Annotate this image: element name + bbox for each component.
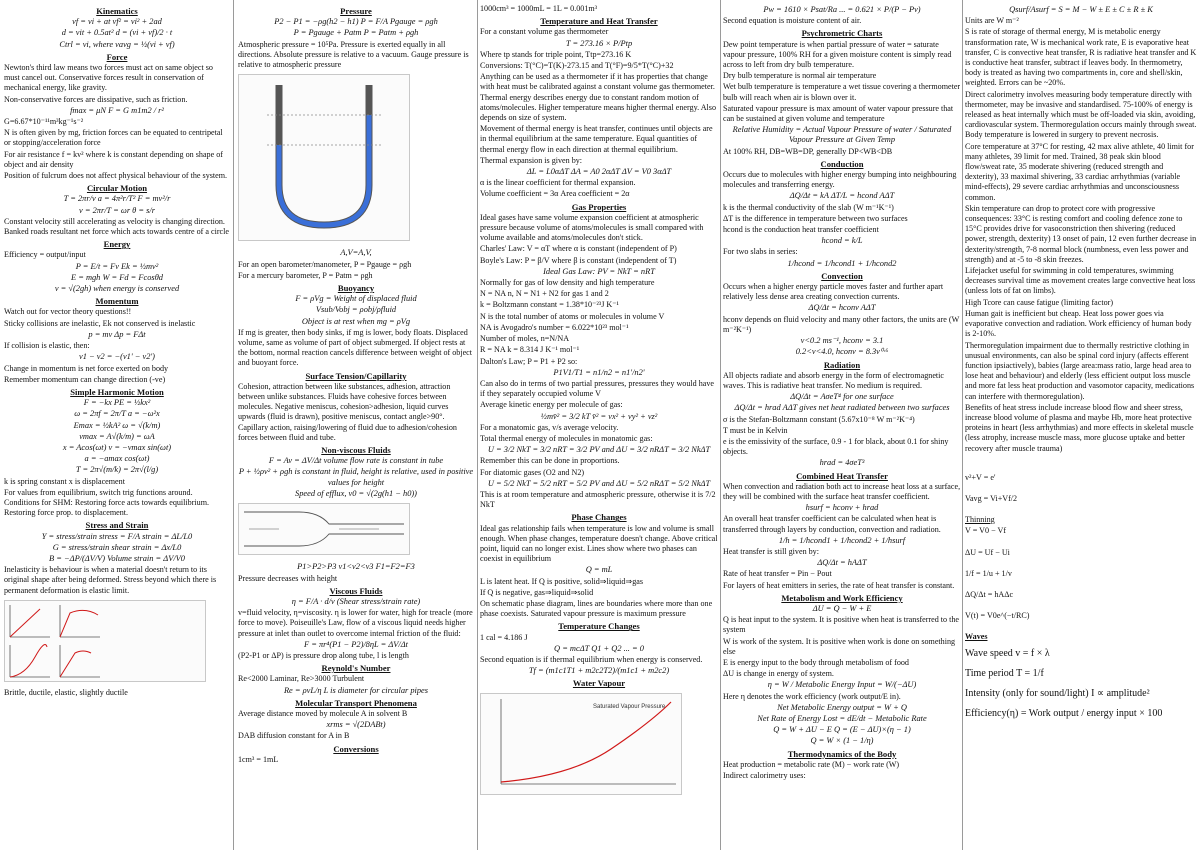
section-temperature-heat-transfer: Temperature and Heat Transfer <box>540 16 658 27</box>
paragraph: For two slabs in series: <box>723 247 798 257</box>
section-shm: Simple Harmonic Motion <box>70 386 164 397</box>
paragraph: Number of moles, n=N/NA <box>480 334 570 344</box>
paragraph: Newton's third law means two forces must act on same object so must cancel out. Conservative forces result in conservation of mechanical energy, like gravity. <box>4 63 213 93</box>
equation: ΔQ/Δt = kA ΔT/L = hcond AΔT <box>789 191 895 201</box>
graph-brittle <box>10 605 50 637</box>
equation: Ctrl = vi, where vavg = ½(vi + vf) <box>59 39 175 49</box>
equation: Q = mL <box>585 565 613 575</box>
equation: vmax = A√(k/m) = ωA <box>79 431 155 441</box>
equation: vf = vi + at vf² = vi² + 2ad <box>72 17 162 27</box>
equation: ΔQ/Δt = hAΔT <box>817 558 867 568</box>
equation: F = ρVg = Weight of displaced fluid <box>295 294 417 304</box>
section-non-viscous-fluids: Non-viscous Fluids <box>321 445 391 456</box>
section-molecular-transport: Molecular Transport Phenomena <box>295 697 417 708</box>
equation: v1 − v2 = −(v1' − v2') <box>79 352 155 362</box>
paragraph: Occurs due to molecules with higher energy bumping into neighbouring molecules and transferring energy. <box>723 170 957 190</box>
paragraph: Thermal expansion is given by: <box>480 155 583 165</box>
equation: ½mv̄² = 3/2 kT v̄² = vx² + vy² + vz² <box>540 411 658 421</box>
equation: P1V1/T1 = n1/n2 = n1'/n2' <box>553 367 645 377</box>
equation: V = V0 − Vf <box>965 526 1007 536</box>
graph-elastic <box>10 644 50 676</box>
section-phase-changes: Phase Changes <box>571 512 627 523</box>
equation: V(t) = V0e^(−t/RC) <box>965 611 1030 621</box>
equation: Intensity (only for sound/light) I ∝ amplitude² <box>965 687 1150 699</box>
equation: Efficiency(η) = Work output / energy input × 100 <box>965 708 1163 720</box>
section-energy: Energy <box>103 239 131 250</box>
equation: Re = ρvL/η L is diameter for circular pipes <box>283 685 429 695</box>
paragraph: 1 cal = 4.186 J <box>480 632 528 642</box>
equation: P = E/t = Fv Ek = ½mv² <box>75 261 159 271</box>
paragraph: α is the linear coefficient for thermal expansion. <box>480 178 636 188</box>
equation: 1/h = 1/hcond1 + 1/hcond2 + 1/hsurf <box>778 535 906 545</box>
paragraph: Remember this can be done in proportions. <box>480 456 620 466</box>
paragraph: Indirect calorimetry uses: <box>723 771 806 781</box>
paragraph: Second equation is moisture content of air. <box>723 16 862 26</box>
equation: 0.2<v<4.0, hconv = 8.3v⁰·⁶ <box>795 347 889 357</box>
conversion-line: 1000cm³ = 1000mL = 1L = 0.001m³ <box>480 4 598 13</box>
equation: η = F/A · d/v (Shear stress/strain rate) <box>291 596 421 606</box>
paragraph: For layers of heat emitters in series, the rate of heat transfer is constant. <box>723 580 955 590</box>
equation: F = Av = ΔV/Δt volume flow rate is constant in tube <box>268 456 444 466</box>
equation: 1/f = 1/u + 1/v <box>965 568 1012 578</box>
section-gas-properties: Gas Properties <box>571 201 627 212</box>
paragraph: At 100% RH, DB=WB=DP, generally DP<WB<DB <box>723 146 893 156</box>
column-divider <box>477 0 478 850</box>
paragraph: Dew point temperature is when partial pressure of water = saturate vapour pressure, 100% RH for a given moisture content is simply read across to left from dry bulb temperature. <box>723 39 952 70</box>
equation: a = −amax cos(ωt) <box>84 454 150 464</box>
paragraph: Conversions: T(°C)=T(K)-273.15 and T(°F)=9/5*T(°C)+32 <box>480 61 674 71</box>
equation: Q = W × (1 − 1/η) <box>810 736 874 746</box>
graph-slightly-ductile <box>60 645 100 677</box>
paragraph: High Tcore can cause fatigue (limiting factor) <box>965 297 1114 307</box>
graph-ductile <box>60 605 100 637</box>
paragraph: R = NA k = 8.314 J K⁻¹ mol⁻¹ <box>480 345 580 355</box>
equation: ΔU = Uf − Ui <box>965 547 1010 557</box>
equation: ΔQ/Δt = hrad AΔT gives net heat radiated between two surfaces <box>734 403 950 413</box>
paragraph: Charles' Law: V = αT where α is constant (independent of P) <box>480 244 677 254</box>
equation: ΔU = Q − W + E <box>812 603 872 613</box>
paragraph: Average distance moved by molecule A in solvent B <box>238 708 408 718</box>
paragraph: For a mercury barometer, P = Patm = ρgh <box>238 270 373 280</box>
paragraph: All objects radiate and absorb energy in the form of electromagnetic waves. This is radiative heat transfer. No medium is required. <box>723 370 944 390</box>
equation: Vsub/Vobj = ρobj/ρfluid <box>315 305 397 315</box>
paragraph: Dry bulb temperature is normal air temperature <box>723 71 877 81</box>
equation: F = −kx PE = ½kx² <box>83 398 151 408</box>
paragraph: k = Boltzmann constant = 1.38*10⁻²³J K⁻¹ <box>480 300 619 310</box>
spacer <box>965 505 1197 515</box>
section-reynolds-number: Reynold's Number <box>321 663 391 674</box>
section-buoyancy: Buoyancy <box>337 283 375 294</box>
equation: Speed of efflux, v0 = √(2g(h1 − h0)) <box>295 488 417 498</box>
paragraph: Re<2000 Laminar, Re>3000 Turbulent <box>238 674 365 684</box>
section-conversions: Conversions <box>333 743 379 754</box>
paragraph: Thermoregulation impairment due to thermally restrictive clothing in unusual environments, can also be spinal cord injury (affects efferent function ipsiactively), babies (large area:mass ratio, large head area to lose heat and behaviour) and elderly (less efficient output loss muscle and more fat less heat production and vasomotor capacity, medications can interfere with thermoregulation). <box>965 340 1195 401</box>
paragraph: Dalton's Law; P = P1 + P2 so: <box>480 356 578 366</box>
column-5 <box>965 4 1197 846</box>
column-2 <box>238 4 474 846</box>
paragraph: If Q is negative, gas⇒liquid⇒solid <box>480 587 594 597</box>
paragraph: Watch out for vector theory questions!! <box>4 307 132 317</box>
spacer <box>965 559 1197 569</box>
spacer <box>965 455 1197 473</box>
equation: Emax = ½kA² ω = √(k/m) <box>73 420 161 430</box>
equation: P2 − P1 = −ρg(h2 − h1) P = F/A Pgauge = ρgh <box>274 17 438 27</box>
paragraph: NA is Avogadro's number = 6.022*10²³ mol⁻¹ <box>480 322 629 332</box>
constant: G=6.67*10⁻¹¹m³kg⁻¹s⁻² <box>4 117 84 127</box>
column-divider <box>962 0 963 850</box>
paragraph: Ideal gases have same volume expansion coefficient at atmospheric pressure because volume of atoms/molecules is small compared with volume available and atoms/molecules don't stick. <box>480 212 704 243</box>
equation: Ideal Gas Law: PV = NkT = nRT <box>543 266 655 276</box>
equation: Q = mcΔT Q1 + Q2 ... = 0 <box>554 643 644 653</box>
equation: P = Pgauge + Patm P = Patm + ρgh <box>293 28 419 38</box>
paragraph: L is latent heat. If Q is positive, solid⇒liquid⇒gas <box>480 576 643 586</box>
section-conduction: Conduction <box>820 158 864 169</box>
paragraph: Lifejacket useful for swimming in cold temperatures, swimming decreases survival time as movement creates large convective heat loss (unless lots of fat on limbs). <box>965 266 1196 296</box>
paragraph: For air resistance f = kv² where k is constant depending on shape of object and air density <box>4 149 223 169</box>
paragraph: On schematic phase diagram, lines are boundaries where more than one phase coexists. Saturated vapour pressure is maximum pressure <box>480 598 713 619</box>
section-thermodynamics-body: Thermodynamics of the Body <box>787 748 897 759</box>
paragraph: Boyle's Law: P = β/V where β is constant (independent of T) <box>480 255 677 265</box>
paragraph: v=fluid velocity, η=viscosity. η is lower for water, high for treacle (more force to move). Poiseuille's Law, flow of a viscous liquid needs higher pressure at inlet than outlet to overcome internal friction of the fluid: <box>238 608 473 638</box>
paragraph: Inelasticity is behaviour is when a material doesn't return to its original shape after being deformed. Stress beyond which there is permanent deformation is elastic limit. <box>4 565 217 595</box>
paragraph: Second equation is if thermal equilibrium when energy is conserved. <box>480 654 703 664</box>
paragraph: Wet bulb temperature is temperature a wet tissue covering a thermometer bulb will reach when air is blown over it. <box>723 82 961 102</box>
equation: E = mgh W = Fd = Fcosθd <box>70 272 163 282</box>
equation: Y = stress/strain stress = F/A strain = ΔL/L0 <box>41 531 193 541</box>
paragraph: Skin temperature can drop to protect core with progressive consequences: 33°C is resting comfort and cooling defence zone to 15°C provides drive for vasoconstriction then shivering (reduced power, strength, dexterity) 13 onset of pain, 12 even further decrease in dexterity/strength, 7-8 normal block (numbness, even less power and strength) and at -5 to -8 skin freezes. <box>965 203 1197 264</box>
equation: v²+V = e' <box>965 472 996 482</box>
equation: Qsurf/Asurf = S = M − W ± E ± C ± R ± K <box>1009 5 1153 14</box>
paragraph: Sticky collisions are inelastic, Ek not conserved is inelastic <box>4 318 196 328</box>
section-kinematics: Kinematics <box>96 6 138 16</box>
equation: v = √(2gh) when energy is conserved <box>54 284 180 294</box>
paragraph: If mg is greater, then body sinks, if mg is lower, body floats. Displaced volume, same as volume of part of object submerged. If object rests at the bottom, normal reaction cancels difference between weight of object and buoyant force. <box>238 327 473 368</box>
equation: U = 5/2 NkT = 5/2 nRT = 5/2 PV and ΔU = 5/2 nRΔT = 5/2 NkΔT <box>487 478 711 488</box>
equation: Q = W + ΔU − E Q = (E − ΔU)×(η − 1) <box>773 725 911 735</box>
section-force: Force <box>106 51 128 62</box>
paragraph: Can also do in terms of two partial pressures, pressures they would have if they separately occupied volume V <box>480 378 714 399</box>
paragraph: Movement of thermal energy is heat transfer, continues until objects are in thermal equilibrium at the same temperature. Equal quantities of thermal energy flow in each direction at thermal equilibrium. <box>480 124 713 154</box>
section-water-vapour: Water Vapour <box>572 678 626 689</box>
column-divider <box>233 0 234 850</box>
paragraph: Q is heat input to the system. It is positive when heat is transferred to the system <box>723 615 960 635</box>
equation: B = −ΔP/(ΔV/V) Volume strain = ΔV/V0 <box>49 553 185 563</box>
section-combined-heat-transfer: Combined Heat Transfer <box>796 470 888 481</box>
equation: Vavg = Vi+Vf/2 <box>965 493 1018 503</box>
equation: Object is at rest when mg = ρVg <box>301 316 411 326</box>
section-viscous-fluids: Viscous Fluids <box>329 585 383 596</box>
column-divider <box>720 0 721 850</box>
equation: η = W / Metabolic Energy Input = W/(−ΔU) <box>767 680 917 690</box>
paragraph: Direct calorimetry involves measuring body temperature directly with thermometer, may be invasive and standardised. 75-100% of energy is released as heat internally which must be off-loaded via skin, avoiding, cardiovascular system. Thermoregulation occurs mainly through sweat. Body temperature is lowered in surgery to prevent necrosis. <box>965 89 1197 140</box>
equation: fmax = μN F = G m1m2 / r² <box>70 105 164 115</box>
paragraph: Human gait is inefficient but cheap. Heat loss power goes via evaporative convection and radiation. Work efficiency of human body is 2-10%. <box>965 308 1192 339</box>
graph-label: Saturated Vapour Pressure <box>593 703 666 710</box>
spacer <box>965 580 1197 590</box>
paragraph: hconv depends on fluid velocity and many other factors, the units are (W m⁻²K⁻¹) <box>723 314 960 334</box>
equation: T = 273.16 × P/Ptp <box>565 38 633 48</box>
section-momentum: Momentum <box>95 296 139 307</box>
paragraph: Remember momentum can change direction (-ve) <box>4 374 166 384</box>
paragraph: Normally for gas of low density and high temperature <box>480 278 655 288</box>
paragraph: k is spring constant x is displacement <box>4 476 125 486</box>
equation: Net Metabolic Energy output = W + Q <box>777 702 907 712</box>
venturi-tube-diagram <box>238 503 410 555</box>
caption: P1>P2>P3 v1<v2<v3 F1=F2=F3 <box>297 562 415 572</box>
figure-label: A,V=A,V, <box>340 248 372 258</box>
paragraph: For values from equilibrium, switch trig functions around. Conditions for SHM: Restoring force acts towards equilibrium. Restoring force prop. to displacement. <box>4 487 210 518</box>
equation: G = stress/strain shear strain = Δx/L0 <box>52 542 182 552</box>
paragraph: Ideal gas relationship fails when temperature is low and volume is small enough. When phase changes, temperature doesn't change. Above critical point, liquid can no longer exist. Lines show where two phases can coexist in equilibrium <box>480 523 718 564</box>
paragraph: Constant velocity still accelerating as velocity is changing direction. Banked roads resultant net force which acts towards centre of a circle <box>4 216 229 237</box>
equation: Tf = (m1c1T1 + m2c2T2)/(m1c1 + m2c2) <box>528 666 670 676</box>
paragraph: N = NA n, N = N1 + N2 for gas 1 and 2 <box>480 289 609 299</box>
paragraph: For a monatomic gas, v/s average velocity. <box>480 422 619 432</box>
paragraph: T must be in Kelvin <box>723 425 788 435</box>
paragraph: Benefits of heat stress include increase blood flow and sheer stress, increase blood volume of plasma and maybe Hb, more heat protective proteins in heart (less arrhythmias) and more effects in skeletal muscle (less atrophy, increase muscle mass, more glucose uptake and better recovery after muscle trauma) <box>965 402 1194 453</box>
paragraph: Position of fulcrum does not affect physical behaviour of the system. <box>4 171 228 181</box>
paragraph: E is energy input to the body through metabolism of food <box>723 657 909 667</box>
paragraph: Core temperature at 37°C for resting, 42 max alive athlete, 40 limit for many athletes, 39 limit for med. Trained, 38 peak skin blood flow/sweat rate, 35 moderate shivering (reduced strength and dexterity), 33 maximal shivering, 33 cardiac arrhythmias (variable mind-effects), 29 severe cardiac arrhythmias and unconsciousness common. <box>965 141 1194 202</box>
paragraph: ΔU is change in energy of system. <box>723 669 834 679</box>
equation: d = vit + 0.5at² d = (vi + vf)/2 · t <box>61 28 173 38</box>
equation: hsurf = hconv + hrad <box>805 503 879 513</box>
paragraph: Saturated vapour pressure is max amount of water vapour pressure that can be sustained at given volume and temperature <box>723 103 954 124</box>
paragraph: (P2-P1 or ΔP) is pressure drop along tube, l is length <box>238 650 409 660</box>
paragraph: Change in momentum is net force exerted on body <box>4 363 169 373</box>
paragraph: ΔT is the difference in temperature between two surfaces <box>723 213 908 223</box>
section-convection: Convection <box>821 270 863 281</box>
paragraph: Total thermal energy of molecules in monatomic gas: <box>480 433 653 443</box>
paragraph: Average kinetic energy per molecule of gas: <box>480 400 623 410</box>
equation: ΔQ/Δt = AσeT⁴ for one surface <box>790 392 894 402</box>
paragraph: W is work of the system. It is positive when work is done on something else <box>723 636 956 656</box>
paragraph: hcond is the conduction heat transfer coefficient <box>723 225 879 235</box>
spacer <box>965 622 1197 632</box>
section-circular-motion: Circular Motion <box>86 183 148 194</box>
section-radiation: Radiation <box>823 359 861 370</box>
equation: x = Acos(ωt) v = −vmax sin(ωt) <box>62 442 172 452</box>
paragraph: Cohesion, attraction between like substances, adhesion, attraction between unlike substances. Fluids have cohesive forces between molecules. Negative meniscus, cohesion>adhesion, liquid curves upwards (fluid is drawn), positive meniscus, contact angle>90°. Capillary action, raising/lowering of fluid due to adhesion/cohesion forces between fluid and tube. <box>238 381 457 442</box>
paragraph: An overall heat transfer coefficient can be calculated when heat is transferred through layers by conduction, convection and radiation. <box>723 514 941 534</box>
paragraph: Here η denotes the work efficiency (work output/E in). <box>723 691 901 701</box>
paragraph: Units are W m⁻² <box>965 16 1019 26</box>
column-3 <box>480 4 718 846</box>
section-stress-strain: Stress and Strain <box>85 520 149 531</box>
paragraph: DAB diffusion constant for A in B <box>238 731 350 741</box>
paragraph: Occurs when a higher energy particle moves faster and further apart relatively less dense area creating convection currents. <box>723 282 944 302</box>
paragraph: Anything can be used as a thermometer if it has properties that change with heat must be calibrated against a constant volume gas thermometer. Thermal energy describes energy due to constant random motion of atoms/molecules. Higher temperature means higher thermal energy. Also depends on size of system. <box>480 72 716 123</box>
paragraph: Heat transfer is still given by: <box>723 546 819 556</box>
paragraph: 1cm³ = 1mL <box>238 754 279 764</box>
equation: P + ½ρv² + ρgh is constant in fluid, height is relative, used in positive values for height <box>238 467 474 487</box>
spacer <box>965 601 1197 611</box>
equation: ω = 2πf = 2π/T a = −ω²x <box>74 409 160 419</box>
equation: ΔQ/Δt = hconv AΔT <box>808 303 876 313</box>
equation: F = πr⁴(P1 − P2)/8ηL = ΔV/Δt <box>304 639 408 649</box>
equation: Pw = 1610 × Psat/Ra ... = 0.621 × P/(P − Pv) <box>763 5 921 14</box>
paragraph: Pressure decreases with height <box>238 573 338 583</box>
vapour-pressure-graph <box>480 693 682 795</box>
equation: xrms = √(2DABt) <box>326 720 386 730</box>
equation: ΔQ/Δt = hAΔc <box>965 589 1014 599</box>
section-metabolism: Metabolism and Work Efficiency <box>781 592 903 603</box>
section-pressure: Pressure <box>340 6 372 16</box>
paragraph: For diatomic gases (O2 and N2) <box>480 467 585 477</box>
paragraph: Where tp stands for triple point, Ttp=273.16 K <box>480 49 632 59</box>
equation: Net Rate of Energy Lost = dE/dt − Metabolic Rate <box>757 714 927 723</box>
caption: Brittle, ductile, elastic, slightly ductile <box>4 687 128 697</box>
paragraph: For a constant volume gas thermometer <box>480 27 609 37</box>
equation: T = 2πr/v a = 4π²r/T² F = mv²/r <box>63 194 171 204</box>
equation: hrad = 4σeT³ <box>819 458 865 468</box>
paragraph: When convection and radiation both act to increase heat loss at a surface, they will be combined with the surface heat transfer coefficient. <box>723 481 961 501</box>
paragraph: This is at room temperature and atmospheric pressure, otherwise it is 7/2 NkT <box>480 489 716 510</box>
paragraph: S is rate of storage of thermal energy, M is metabolic energy transformation rate, W is mechanical work rate, E is evaporative heat transfer, C is convective heat transfer, R is radiative heat transfer and K is conductive heat transfer, subtract if leaves body. In thermometry, body is treated as having two compartments in, core and shell/skin, weighted. Errors can be ~20%. <box>965 27 1197 88</box>
section-temperature-changes: Temperature Changes <box>558 621 640 632</box>
column-1 <box>4 4 230 846</box>
section-thinning: Thinning <box>965 515 995 525</box>
section-surface-tension: Surface Tension/Capillarity <box>305 370 407 381</box>
paragraph: N is often given by mg, friction forces can be equated to centripetal or stopping/acceleration force <box>4 128 223 148</box>
u-tube-manometer-diagram <box>238 74 410 241</box>
paragraph: Atmospheric pressure = 10⁵Pa. Pressure is exerted equally in all directions. Absolute pressure is relative to a vacuum. Gauge pressure is relative to atmospheric pressure <box>238 39 469 70</box>
paragraph: k is the thermal conductivity of the slab (W m⁻¹K⁻¹) <box>723 202 894 212</box>
paragraph: Efficiency = output/input <box>4 250 86 260</box>
equation: hcond = k/L <box>821 236 863 246</box>
equation: T = 2π√(m/k) = 2π√(l/g) <box>75 465 159 475</box>
paragraph: Volume coefficient = 3α Area coefficient = 2α <box>480 189 630 199</box>
equation: v = 2πr/T = ωr θ = s/r <box>79 205 155 215</box>
paragraph: σ is the Stefan-Boltzmann constant (5.67x10⁻⁸ W m⁻²K⁻⁴) <box>723 414 915 424</box>
equation: 1/hcond = 1/hcond1 + 1/hcond2 <box>787 258 897 268</box>
section-waves: Waves <box>965 632 988 642</box>
spacer <box>965 538 1197 548</box>
equation: Relative Humidity = Actual Vapour Pressure of water / Saturated Vapour Pressure at Given Temp <box>732 125 952 145</box>
paragraph: N is the total number of atoms or molecules in volume V <box>480 311 665 321</box>
equation: Wave speed v = f × λ <box>965 647 1050 659</box>
spacer <box>965 484 1197 494</box>
paragraph: e is the emissivity of the surface, 0.9 - 1 for black, about 0.1 for shiny objects. <box>723 436 949 457</box>
paragraph: If collision is elastic, then: <box>4 341 90 351</box>
equation: p = mv Δp = FΔt <box>88 329 146 339</box>
stress-strain-graphs <box>4 600 206 682</box>
equation: v<0.2 ms⁻¹, hconv = 3.1 <box>800 336 884 346</box>
column-4 <box>723 4 961 846</box>
paragraph: For an open barometer/manometer, P = Pgauge = ρgh <box>238 259 412 269</box>
equation: U = 3/2 NkT = 3/2 nRT = 3/2 PV and ΔU = 3/2 nRΔT = 3/2 NkΔT <box>487 445 711 455</box>
equation: ΔL = L0αΔT ΔA = A0 2αΔT ΔV = V0 3αΔT <box>526 167 672 177</box>
equation: Time period T = 1/f <box>965 667 1044 679</box>
paragraph: Non-conservative forces are dissipative, such as friction. <box>4 94 188 104</box>
section-psychrometric-charts: Psychrometric Charts <box>801 28 883 39</box>
paragraph: Rate of heat transfer = Pin − Pout <box>723 569 832 579</box>
paragraph: Heat production = metabolic rate (M) − work rate (W) <box>723 759 900 769</box>
